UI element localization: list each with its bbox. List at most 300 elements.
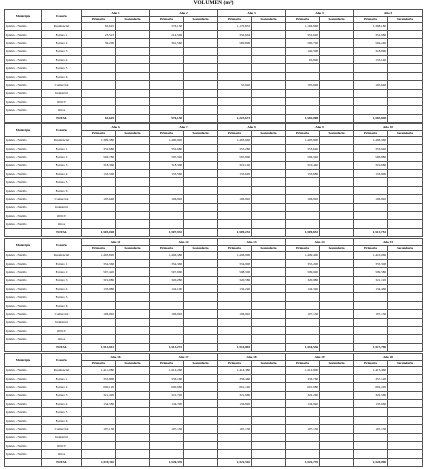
table-row: [5, 170, 423, 178]
value-cell: [388, 170, 423, 178]
value-cell: 596,340: [286, 153, 320, 161]
value-cell: 134,580: [82, 400, 116, 408]
table-block: [4, 238, 422, 352]
subheader-secundaria: Secundaria: [252, 246, 286, 252]
value-cell: [286, 64, 320, 72]
value-cell: [116, 285, 150, 293]
value-cell: [252, 450, 286, 458]
municipio-cell: Ipiales - Nariño: [5, 442, 42, 450]
total-spacer-cell: [5, 228, 42, 236]
value-cell: [82, 335, 116, 343]
value-cell: 134,340: [286, 285, 320, 293]
value-cell: [252, 89, 286, 97]
value-cell: [150, 335, 184, 343]
value-cell: [116, 383, 150, 391]
value-cell: [184, 276, 218, 284]
usuario-cell: Estrato 1: [42, 259, 82, 267]
municipio-cell: Ipiales - Nariño: [5, 310, 42, 318]
value-cell: [218, 47, 252, 55]
value-cell: 1,406,380: [150, 251, 184, 259]
value-cell: [286, 450, 320, 458]
value-cell: [184, 450, 218, 458]
value-cell: [116, 212, 150, 220]
table-block: [4, 353, 422, 467]
value-cell: [218, 301, 252, 309]
subheader-secundaria: Secundaria: [320, 17, 354, 23]
subheader-primaria: Primaria: [150, 246, 184, 252]
value-cell: [388, 106, 423, 114]
value-cell: 594,240: [354, 39, 388, 47]
value-cell: 53,920: [218, 81, 252, 89]
municipio-cell: Ipiales - Nariño: [5, 64, 42, 72]
year-header: Año 3: [218, 10, 286, 17]
value-cell: [184, 30, 218, 38]
value-cell: [116, 195, 150, 203]
value-cell: 355,800: [82, 374, 116, 382]
value-cell: [218, 433, 252, 441]
value-cell: [116, 39, 150, 47]
usuario-cell: Estrato 2: [42, 39, 82, 47]
value-cell: 106,992: [82, 310, 116, 318]
usuario-cell: Estrato 2: [42, 153, 82, 161]
value-cell: [320, 416, 354, 424]
value-cell: [252, 301, 286, 309]
usuario-cell: Residencial: [42, 366, 82, 374]
year-header: Año 20: [354, 354, 423, 361]
value-cell: 321,420: [82, 391, 116, 399]
usuario-cell: Estrato 5: [42, 293, 82, 301]
value-cell: [320, 391, 354, 399]
value-cell: [388, 136, 423, 144]
value-cell: 601,680: [286, 383, 320, 391]
value-cell: [320, 425, 354, 433]
value-cell: 133,680: [286, 170, 320, 178]
value-cell: 320,880: [286, 276, 320, 284]
total-value-cell: 1,513,812: [82, 343, 116, 351]
value-cell: [252, 106, 286, 114]
value-cell: [388, 64, 423, 72]
value-cell: 106,992: [218, 310, 252, 318]
subheader-secundaria: Secundaria: [184, 17, 218, 23]
value-cell: 1,399,380: [82, 136, 116, 144]
value-cell: 134,100: [150, 285, 184, 293]
value-cell: [354, 442, 388, 450]
table-row: [5, 220, 423, 228]
usuario-cell: Estrato 3: [42, 47, 82, 55]
total-value-cell: 1,223,673: [218, 114, 252, 122]
col-header-usuario: Usuario: [42, 354, 82, 367]
value-cell: 1,414,380: [218, 366, 252, 374]
value-cell: [184, 259, 218, 267]
col-header-usuario: Usuario: [42, 124, 82, 137]
total-value-cell: [184, 228, 218, 236]
col-header-municipio: Municipio: [5, 10, 42, 23]
usuario-cell: Estrato 4: [42, 400, 82, 408]
value-cell: 318,360: [150, 161, 184, 169]
value-cell: 62,625: [82, 22, 116, 30]
total-value-cell: 1,513,272: [150, 343, 184, 351]
value-cell: [252, 400, 286, 408]
value-cell: 353,640: [286, 144, 320, 152]
value-cell: 133,980: [82, 285, 116, 293]
year-header: Año 2: [150, 10, 218, 17]
subheader-primaria: Primaria: [286, 361, 320, 367]
value-cell: [252, 220, 286, 228]
municipio-cell: Ipiales - Nariño: [5, 450, 42, 458]
value-cell: [354, 98, 388, 106]
value-cell: [388, 450, 423, 458]
col-header-usuario: Usuario: [42, 239, 82, 252]
value-cell: 134,940: [286, 400, 320, 408]
value-cell: [388, 408, 423, 416]
value-cell: [116, 442, 150, 450]
value-cell: 352,620: [286, 30, 320, 38]
value-cell: [252, 383, 286, 391]
value-cell: 1,415,460: [354, 366, 388, 374]
value-cell: 353,280: [218, 144, 252, 152]
value-cell: 352,980: [150, 144, 184, 152]
table-row: [5, 318, 423, 326]
subheader-primaria: Primaria: [286, 131, 320, 137]
subheader-secundaria: Secundaria: [252, 361, 286, 367]
value-cell: [184, 400, 218, 408]
usuario-cell: Industrial: [42, 318, 82, 326]
value-cell: 106,992: [218, 195, 252, 203]
value-cell: [82, 450, 116, 458]
year-header: Año 15: [354, 239, 423, 246]
value-cell: [82, 106, 116, 114]
value-cell: [116, 186, 150, 194]
table-row: [5, 425, 423, 433]
header-row: [5, 239, 423, 246]
value-cell: [218, 450, 252, 458]
total-value-cell: 1,507,932: [150, 228, 184, 236]
value-cell: [320, 47, 354, 55]
total-value-cell: [320, 458, 354, 466]
municipio-cell: Ipiales - Nariño: [5, 276, 42, 284]
value-cell: [184, 285, 218, 293]
value-cell: [116, 30, 150, 38]
subheader-primaria: Primaria: [218, 17, 252, 23]
value-cell: [354, 293, 388, 301]
value-cell: [252, 153, 286, 161]
usuario-cell: Estrato 4: [42, 170, 82, 178]
table-row: [5, 374, 423, 382]
municipio-cell: Ipiales - Nariño: [5, 374, 42, 382]
value-cell: 1,403,800: [286, 136, 320, 144]
value-cell: [150, 293, 184, 301]
value-cell: [116, 310, 150, 318]
value-cell: [184, 335, 218, 343]
value-cell: [388, 400, 423, 408]
header-row: [5, 10, 423, 17]
table-row: [5, 450, 423, 458]
value-cell: [150, 178, 184, 186]
value-cell: [320, 186, 354, 194]
value-cell: 352,080: [354, 30, 388, 38]
usuario-cell: Otros: [42, 220, 82, 228]
value-cell: [150, 450, 184, 458]
value-cell: [320, 259, 354, 267]
year-header: Año 6: [82, 124, 150, 131]
value-cell: [320, 153, 354, 161]
table-block: [4, 123, 422, 237]
usuario-cell: Comercial: [42, 195, 82, 203]
value-cell: 321,960: [218, 391, 252, 399]
value-cell: [150, 416, 184, 424]
total-value-cell: [252, 458, 286, 466]
usuario-cell: Estrato 6: [42, 301, 82, 309]
value-cell: [116, 301, 150, 309]
value-cell: [82, 433, 116, 441]
municipio-cell: Ipiales - Nariño: [5, 327, 42, 335]
total-label: TOTAL: [42, 343, 82, 351]
value-cell: [150, 106, 184, 114]
municipio-cell: Ipiales - Nariño: [5, 433, 42, 441]
value-cell: [252, 285, 286, 293]
table-row: [5, 153, 423, 161]
value-cell: [354, 89, 388, 97]
value-cell: 134,220: [218, 285, 252, 293]
year-header: Año 1: [82, 10, 150, 17]
value-cell: [116, 153, 150, 161]
subheader-primaria: Primaria: [82, 17, 116, 23]
subheader-secundaria: Secundaria: [320, 246, 354, 252]
table-row: [5, 251, 423, 259]
value-cell: [320, 178, 354, 186]
usuario-cell: Residencial: [42, 22, 82, 30]
table-row: [5, 433, 423, 441]
value-cell: [116, 433, 150, 441]
value-cell: [252, 276, 286, 284]
value-cell: [252, 47, 286, 55]
value-cell: [82, 186, 116, 194]
value-cell: [82, 408, 116, 416]
value-cell: [184, 327, 218, 335]
value-cell: [184, 98, 218, 106]
value-cell: 107,136: [354, 425, 388, 433]
value-cell: [252, 259, 286, 267]
value-cell: [218, 442, 252, 450]
value-cell: 140,308: [286, 47, 320, 55]
year-header: Año 9: [286, 124, 354, 131]
value-cell: [184, 136, 218, 144]
year-header: Año 7: [150, 124, 218, 131]
value-cell: [388, 318, 423, 326]
municipio-cell: Ipiales - Nariño: [5, 178, 42, 186]
value-cell: [82, 89, 116, 97]
value-cell: [354, 301, 388, 309]
value-cell: [150, 56, 184, 64]
value-cell: [184, 251, 218, 259]
value-cell: [388, 203, 423, 211]
value-cell: [252, 335, 286, 343]
municipio-cell: Ipiales - Nariño: [5, 47, 42, 55]
value-cell: [320, 195, 354, 203]
value-cell: [82, 98, 116, 106]
value-cell: [82, 212, 116, 220]
municipio-cell: Ipiales - Nariño: [5, 366, 42, 374]
value-cell: [388, 56, 423, 64]
value-cell: [286, 212, 320, 220]
volume-table: [4, 123, 423, 237]
value-cell: [388, 98, 423, 106]
table-row: [5, 195, 423, 203]
value-cell: [116, 144, 150, 152]
value-cell: [184, 220, 218, 228]
value-cell: [184, 268, 218, 276]
municipio-cell: Ipiales - Nariño: [5, 318, 42, 326]
table-row: [5, 178, 423, 186]
value-cell: [82, 178, 116, 186]
table-row: [5, 285, 423, 293]
value-cell: 133,800: [354, 170, 388, 178]
value-cell: 353,940: [354, 144, 388, 152]
table-row: [5, 268, 423, 276]
value-cell: [82, 47, 116, 55]
municipio-cell: Ipiales - Nariño: [5, 400, 42, 408]
subheader-secundaria: Secundaria: [320, 131, 354, 137]
value-cell: [184, 81, 218, 89]
value-cell: [116, 276, 150, 284]
table-row: [5, 30, 423, 38]
value-cell: 319,980: [82, 276, 116, 284]
subheader-primaria: Primaria: [82, 246, 116, 252]
value-cell: [184, 293, 218, 301]
total-value-cell: 1,521,516: [218, 458, 252, 466]
value-cell: 1,410,060: [354, 251, 388, 259]
value-cell: [252, 433, 286, 441]
value-cell: [320, 310, 354, 318]
total-spacer-cell: [5, 114, 42, 122]
table-row: [5, 276, 423, 284]
value-cell: 135,060: [354, 400, 388, 408]
value-cell: [82, 72, 116, 80]
value-cell: [218, 72, 252, 80]
col-header-municipio: Municipio: [5, 354, 42, 367]
value-cell: [252, 195, 286, 203]
value-cell: 1,406,900: [218, 251, 252, 259]
total-value-cell: 1,519,116: [82, 458, 116, 466]
value-cell: 1,400,940: [150, 136, 184, 144]
usuario-cell: Comercial: [42, 81, 82, 89]
value-cell: [354, 327, 388, 335]
subheader-secundaria: Secundaria: [184, 246, 218, 252]
value-cell: [184, 178, 218, 186]
value-cell: [150, 442, 184, 450]
value-cell: [252, 442, 286, 450]
value-cell: [150, 220, 184, 228]
value-cell: [388, 89, 423, 97]
value-cell: [150, 318, 184, 326]
value-cell: 356,160: [150, 374, 184, 382]
value-cell: [184, 39, 218, 47]
table-row: [5, 47, 423, 55]
value-cell: [252, 136, 286, 144]
value-cell: [286, 442, 320, 450]
col-header-municipio: Municipio: [5, 124, 42, 137]
value-cell: [116, 170, 150, 178]
value-cell: [388, 276, 423, 284]
subheader-secundaria: Secundaria: [388, 246, 423, 252]
table-row: [5, 391, 423, 399]
value-cell: 357,120: [354, 374, 388, 382]
value-cell: [354, 106, 388, 114]
table-row: [5, 366, 423, 374]
value-cell: [116, 327, 150, 335]
value-cell: 355,500: [354, 259, 388, 267]
value-cell: [286, 293, 320, 301]
value-cell: 133,560: [150, 170, 184, 178]
usuario-cell: Industrial: [42, 89, 82, 97]
value-cell: 133,560: [82, 170, 116, 178]
total-row: [5, 228, 423, 236]
value-cell: [286, 327, 320, 335]
value-cell: [252, 391, 286, 399]
value-cell: [252, 327, 286, 335]
year-header: Año 14: [286, 239, 354, 246]
total-value-cell: 62,625: [82, 114, 116, 122]
year-header: Año 10: [354, 124, 423, 131]
value-cell: [320, 301, 354, 309]
value-cell: [388, 391, 423, 399]
year-header: Año 11: [82, 239, 150, 246]
value-cell: [320, 220, 354, 228]
value-cell: [116, 203, 150, 211]
value-cell: [184, 47, 218, 55]
value-cell: [252, 178, 286, 186]
municipio-cell: Ipiales - Nariño: [5, 408, 42, 416]
table-row: [5, 259, 423, 267]
year-header: Año 8: [218, 124, 286, 131]
total-value-cell: [320, 114, 354, 122]
value-cell: 1,414,260: [150, 366, 184, 374]
usuario-cell: Estrato 3: [42, 391, 82, 399]
table-row: [5, 89, 423, 97]
value-cell: [252, 39, 286, 47]
value-cell: [354, 433, 388, 441]
municipio-cell: Ipiales - Nariño: [5, 81, 42, 89]
value-cell: [252, 425, 286, 433]
value-cell: [320, 30, 354, 38]
municipio-cell: Ipiales - Nariño: [5, 220, 42, 228]
subheader-secundaria: Secundaria: [320, 361, 354, 367]
value-cell: [286, 186, 320, 194]
value-cell: 352,680: [82, 144, 116, 152]
usuario-cell: Estrato 1: [42, 30, 82, 38]
subheader-primaria: Primaria: [354, 17, 388, 23]
value-cell: [388, 268, 423, 276]
value-cell: [286, 106, 320, 114]
value-cell: [252, 98, 286, 106]
value-cell: [184, 56, 218, 64]
municipio-cell: Ipiales - Nariño: [5, 22, 42, 30]
value-cell: [252, 81, 286, 89]
value-cell: [286, 178, 320, 186]
usuario-cell: Residencial: [42, 136, 82, 144]
value-cell: [82, 442, 116, 450]
value-cell: [388, 195, 423, 203]
value-cell: 107,136: [286, 310, 320, 318]
value-cell: [320, 56, 354, 64]
usuario-cell: Estrato 6: [42, 72, 82, 80]
value-cell: [320, 374, 354, 382]
total-value-cell: 1,503,028: [82, 228, 116, 236]
value-cell: 105,648: [82, 195, 116, 203]
value-cell: [184, 64, 218, 72]
value-cell: 105,648: [286, 81, 320, 89]
value-cell: [388, 366, 423, 374]
